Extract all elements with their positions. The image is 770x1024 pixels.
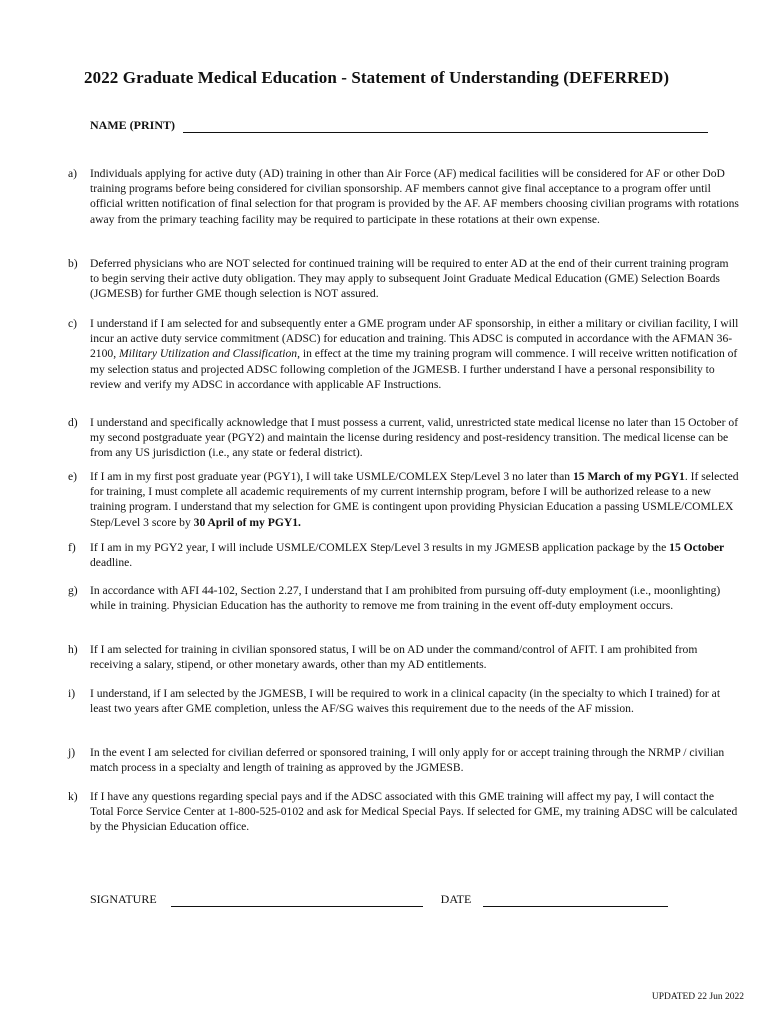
item-text	[90, 583, 740, 613]
text-run: If I have any questions regarding special pays and if the ADSC associated with this GME training will affect my pay, I will contact the Total Force Service Center at 1-800-525-0102 and ask for Medical Special Pays. If selected for GME, my training ADSC will be calculated by the Physician Education office.	[90, 790, 738, 834]
item-text	[90, 316, 740, 392]
list-item-d	[68, 415, 740, 461]
list-item-h	[68, 642, 740, 672]
item-text	[90, 642, 740, 672]
list-item-f	[68, 540, 740, 570]
name-label: NAME (PRINT)	[90, 118, 175, 132]
item-letter: g)	[68, 584, 78, 597]
item-letter: k)	[68, 790, 78, 803]
signature-row	[90, 892, 668, 907]
document-title: 2022 Graduate Medical Education - Statement of Understanding (DEFERRED)	[84, 68, 670, 87]
item-text	[90, 686, 740, 716]
list-item-j	[68, 745, 740, 775]
list-item-a	[68, 166, 740, 227]
list-item-b	[68, 256, 740, 302]
text-run: I understand if I am selected for and subsequently enter a GME program under AF sponsorship, in either a military or civilian facility, I will incur an active duty service commitment (ADSC) for education and training. This ADSC is computed in accordance with the AFMAN 36-2100,	[90, 317, 739, 361]
list-item-e	[68, 469, 740, 530]
text-run: Individuals applying for active duty (AD) training in other than Air Force (AF) medical facilities will be considered for AF or other DoD training programs before being considered for civilian sponsorship. AF members cannot give final acceptance to a program offer until official written notification of final selection for that program is provided by the AF. AF members choosing civilian programs with rotations away from the primary teaching facility may be required to participate in these rotations at their own expense.	[90, 167, 739, 226]
text-run: If I am selected for training in civilian sponsored status, I will be on AD under the command/control of AFIT. I am prohibited from receiving a salary, stipend, or other monetary awards, other than my AD entitlements.	[90, 643, 698, 672]
item-letter: h)	[68, 643, 78, 656]
item-letter: a)	[68, 167, 78, 180]
text-run: deadline.	[90, 556, 133, 570]
name-input-line[interactable]	[183, 120, 708, 133]
date-label: DATE	[440, 892, 472, 906]
item-text	[90, 256, 740, 302]
date-input-line[interactable]	[483, 894, 668, 907]
item-text	[90, 745, 740, 775]
item-letter: f)	[68, 541, 76, 554]
list-item-g	[68, 583, 740, 613]
text-run: If I am in my first post graduate year (PGY1), I will take USMLE/COMLEX Step/Level 3 no later than	[90, 470, 573, 483]
text-run: I understand, if I am selected by the JGMESB, I will be required to work in a clinical capacity (in the specialty to which I trained) for at least two years after GME completion, unless the AF/SG waives this requirement due to the needs of the AF mission.	[90, 687, 721, 716]
list-item-c	[68, 316, 740, 392]
item-letter: b)	[68, 257, 78, 270]
list-item-i	[68, 686, 740, 716]
text-run: In the event I am selected for civilian deferred or sponsored training, I will only apply for or accept training through the NRMP / civilian match process in a specialty and length of training as approved by the JGMESB.	[90, 746, 725, 775]
name-field-row	[90, 118, 708, 133]
emphasis-bold: 30 April of my PGY1.	[193, 515, 301, 529]
text-run: . If selected for training, I must complete all academic requirements of my current internship program, before I will be authorized release to a new training program. I understand that my selection for GME is contingent upon providing Physician Education a passing USMLE/COMLEX Step/Level 3 score by	[90, 470, 739, 529]
item-letter: d)	[68, 416, 78, 429]
list-item-k	[68, 789, 740, 835]
item-letter: j)	[68, 746, 76, 759]
item-text	[90, 789, 740, 835]
text-run: If I am in my PGY2 year, I will include USMLE/COMLEX Step/Level 3 results in my JGMESB application package by the	[90, 541, 670, 554]
text-run: I understand and specifically acknowledge that I must possess a current, valid, unrestricted state medical license no later than 15 October of my second postgraduate year (PGY2) and maintain the license during residency and post-residency transition. The medical license can be from any US jurisdiction (i.e., any state or federal district).	[90, 416, 739, 460]
text-run: Deferred physicians who are NOT selected for continued training will be required to enter AD at the end of their current training program to begin serving their active duty obligation. They may apply to subsequent Joint Graduate Medical Education (GME) Selection Boards (JGMESB) for further GME though selection is NOT assured.	[90, 257, 729, 301]
item-text	[90, 415, 740, 461]
item-letter: c)	[68, 317, 78, 330]
item-text	[90, 166, 740, 227]
item-text	[90, 540, 740, 570]
item-letter: i)	[68, 687, 76, 700]
item-text	[90, 469, 740, 530]
signature-label: SIGNATURE	[90, 892, 157, 906]
text-run: In accordance with AFI 44-102, Section 2.27, I understand that I am prohibited from pursuing off-duty employment (i.e., moonlighting) while in training. Physician Education has the authority to remove me from training in the event off-duty employment occurs.	[90, 584, 721, 613]
item-letter: e)	[68, 470, 78, 483]
signature-input-line[interactable]	[171, 894, 423, 907]
emphasis-italic: Military Utilization and Classification	[118, 347, 298, 361]
updated-date: UPDATED 22 Jun 2022	[651, 992, 744, 1002]
emphasis-bold: 15 October	[669, 541, 725, 554]
text-run: , in effect at the time my training program will commence. I will receive written notification of my selection status and projected ADSC following completion of the JGMESB. I further understand I have a personal responsibility to review and verify my ADSC in accordance with applicable AF Instructions.	[90, 347, 738, 391]
emphasis-bold: 15 March of my PGY1	[572, 470, 685, 483]
